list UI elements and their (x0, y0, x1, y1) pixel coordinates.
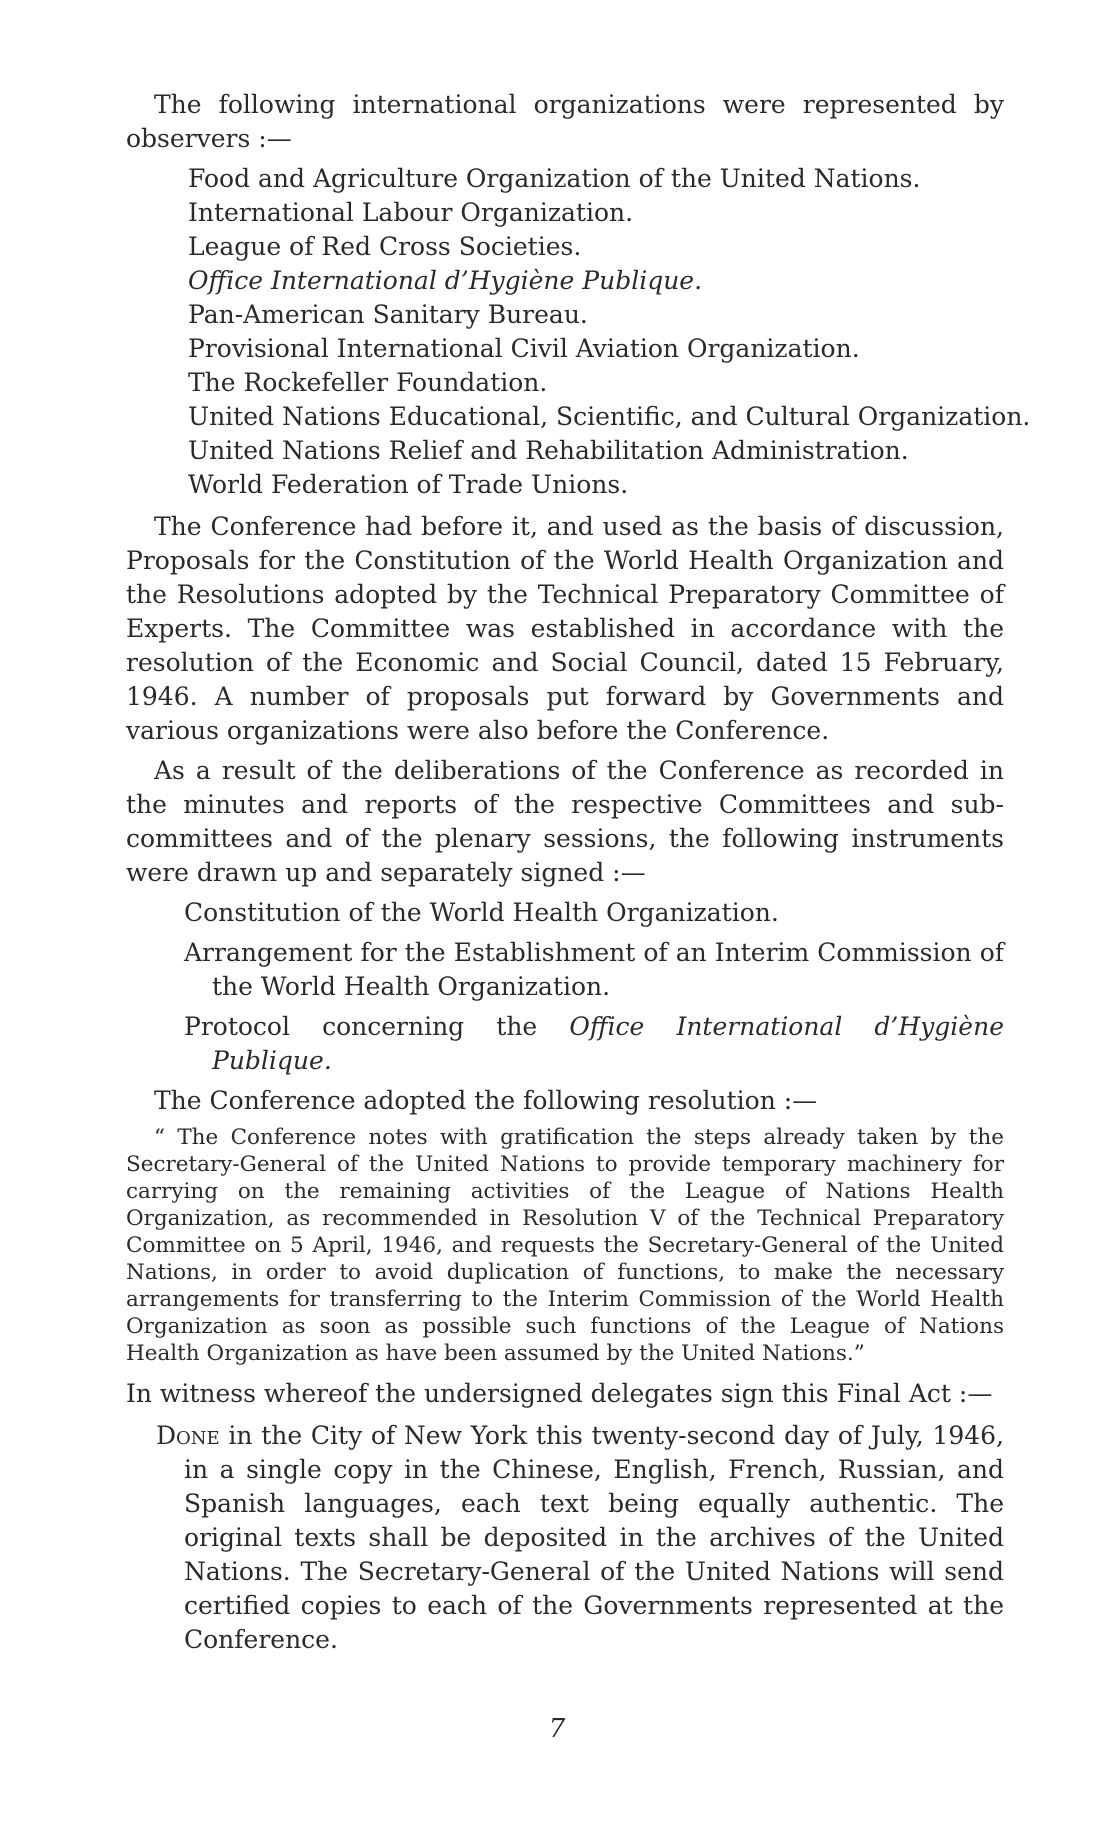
observer-organization-item: League of Red Cross Societies. (188, 232, 582, 261)
observer-organization-item: Provisional International Civil Aviation Organization. (188, 334, 860, 363)
observer-organization-item: United Nations Educational, Scientific, and Cultural Organization. (188, 402, 1031, 431)
done-word: Done (156, 1421, 220, 1450)
witness-statement: In witness whereof the undersigned delegates sign this Final Act :— (126, 1379, 993, 1408)
observer-organization-item: United Nations Relief and Rehabilitation Administration. (188, 436, 909, 465)
observer-organization-item: The Rockefeller Foundation. (188, 368, 548, 397)
done-text: in the City of New York this twenty-second day of July, 1946, in a single copy in the Chinese, English, French, Russian, and Spanish languages, each text being equally authentic. The original texts shall be deposited in the archives of the United Nations. The Secretary-General of the United Nations will send certified copies to each of the Governments represented at the Conference. (184, 1421, 1004, 1654)
done-clause (156, 1419, 1004, 1657)
paragraph-basis-of-discussion: The Conference had before it, and used as the basis of discussion, Proposals for the Constitution of the World Health Organization and the Resolutions adopted by the Technical Preparatory Committee of Experts. The Committee was established in accordance with the resolution of the Economic and Social Council, dated 15 February, 1946. A number of proposals put forward by Governments and various organizations were also before the Conference. (126, 512, 1004, 745)
observer-organization-item: Food and Agriculture Organization of the United Nations. (188, 164, 921, 193)
observer-organizations-list (188, 162, 1031, 502)
page-number: 7 (548, 1714, 566, 1744)
resolution-intro: The Conference adopted the following resolution :— (154, 1086, 818, 1115)
observer-organization-item: Pan-American Sanitary Bureau. (188, 300, 588, 329)
observer-organization-item: Office International d’Hygiène Publique. (188, 266, 703, 295)
instrument-protocol (184, 1010, 1004, 1078)
document-page (126, 88, 1031, 1657)
instrument-arrangement: Arrangement for the Establishment of an Interim Commission of the World Health Organization. (184, 938, 1004, 1001)
instrument-constitution: Constitution of the World Health Organization. (184, 898, 779, 927)
paragraph-deliberations-result: As a result of the deliberations of the Conference as recorded in the minutes and reports of the respective Committees and sub-committees and of the plenary sessions, the following instruments were drawn up and separately signed :— (126, 756, 1004, 887)
resolution-quote: “ The Conference notes with gratification the steps already taken by the Secretary-General of the United Nations to provide temporary machinery for carrying on the remaining activities of the League of Nations Health Organization, as recommended in Resolution V of the Technical Preparatory Committee on 5 April, 1946, and requests the Secretary-General of the United Nations, in order to avoid duplication of functions, to make the necessary arrangements for transferring to the Interim Commission of the World Health Organization as soon as possible such functions of the League of Nations Health Organization as have been assumed by the United Nations.” (126, 1125, 1004, 1366)
observer-organization-item: World Federation of Trade Unions. (188, 470, 629, 499)
observers-intro: The following international organizations were represented by observers :— (126, 90, 1004, 153)
protocol-italic-name: Office International d’Hygiène Publique. (212, 1012, 1004, 1075)
protocol-prefix: Protocol concerning the (184, 1012, 538, 1041)
observer-organization-item: International Labour Organization. (188, 198, 634, 227)
